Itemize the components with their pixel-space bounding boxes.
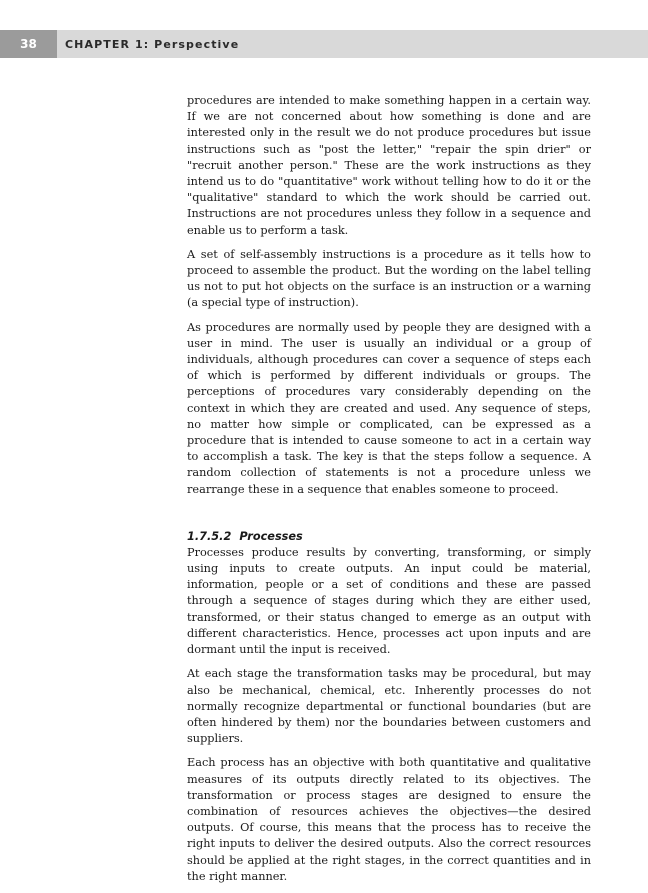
paragraph: A set of self-assembly instructions is a procedure as it tells how to proceed to assemble the product. But the wording on the label telling us not to put hot objects on the surface is an instruction or a warning (a special type of instruction).: [187, 247, 591, 310]
section-title: Processes: [239, 529, 303, 543]
running-header: [0, 30, 648, 58]
page-number: 38: [0, 30, 57, 58]
paragraph: procedures are intended to make something happen in a certain way. If we are not concerned about how something is done and are interested only in the result we do not produce procedures but issue instructions such as "post the letter," "repair the spin drier" or "recruit another person." These are the work instructions as they intend us to do "quantitative" work without telling how to do it or the "qualitative" standard to which the work should be carried out. Instructions are not procedures unless they follow in a sequence and enable us to perform a task.: [187, 94, 591, 237]
paragraph: At each stage the transformation tasks may be procedural, but may also be mechanical, chemical, etc. Inherently processes do not normally recognize departmental or functional boundaries (but are often hindered by them) nor the boundaries between customers and suppliers.: [187, 667, 591, 746]
section-heading: [187, 528, 591, 545]
chapter-title: CHAPTER 1: Perspective: [65, 38, 240, 51]
paragraph: As procedures are normally used by people they are designed with a user in mind. The user is usually an individual or a group of individuals, although procedures can cover a sequence of steps each of which is performed by different individuals or groups. The perceptions of procedures vary considerably depending on the context in which they are created and used. Any sequence of steps, no matter how simple or complicated, can be expressed as a procedure that is intended to cause someone to act in a certain way to accomplish a task. The key is that the steps follow a sequence. A random collection of statements is not a procedure unless we rearrange these in a sequence that enables someone to proceed.: [187, 320, 591, 496]
paragraph: Each process has an objective with both quantitative and qualitative measures of its outputs directly related to its objectives. The transformation or process stages are designed to ensure the combination of resources achieves the objectives—the desired outputs. Of course, this means that the process has to receive the right inputs to deliver the desired outputs. Also the correct resources should be applied at the right stages, in the correct quantities and in the right manner.: [187, 756, 591, 883]
paragraph: Processes produce results by converting, transforming, or simply using inputs to create outputs. An input could be material, information, people or a set of conditions and these are passed through a sequence of stages during which they are either used, transformed, or their status changed to emerge as an output with different characteristics. Hence, processes act upon inputs and are dormant until the input is received.: [187, 545, 591, 657]
section-number: 1.7.5.2: [187, 529, 232, 543]
body-text: [187, 93, 591, 893]
